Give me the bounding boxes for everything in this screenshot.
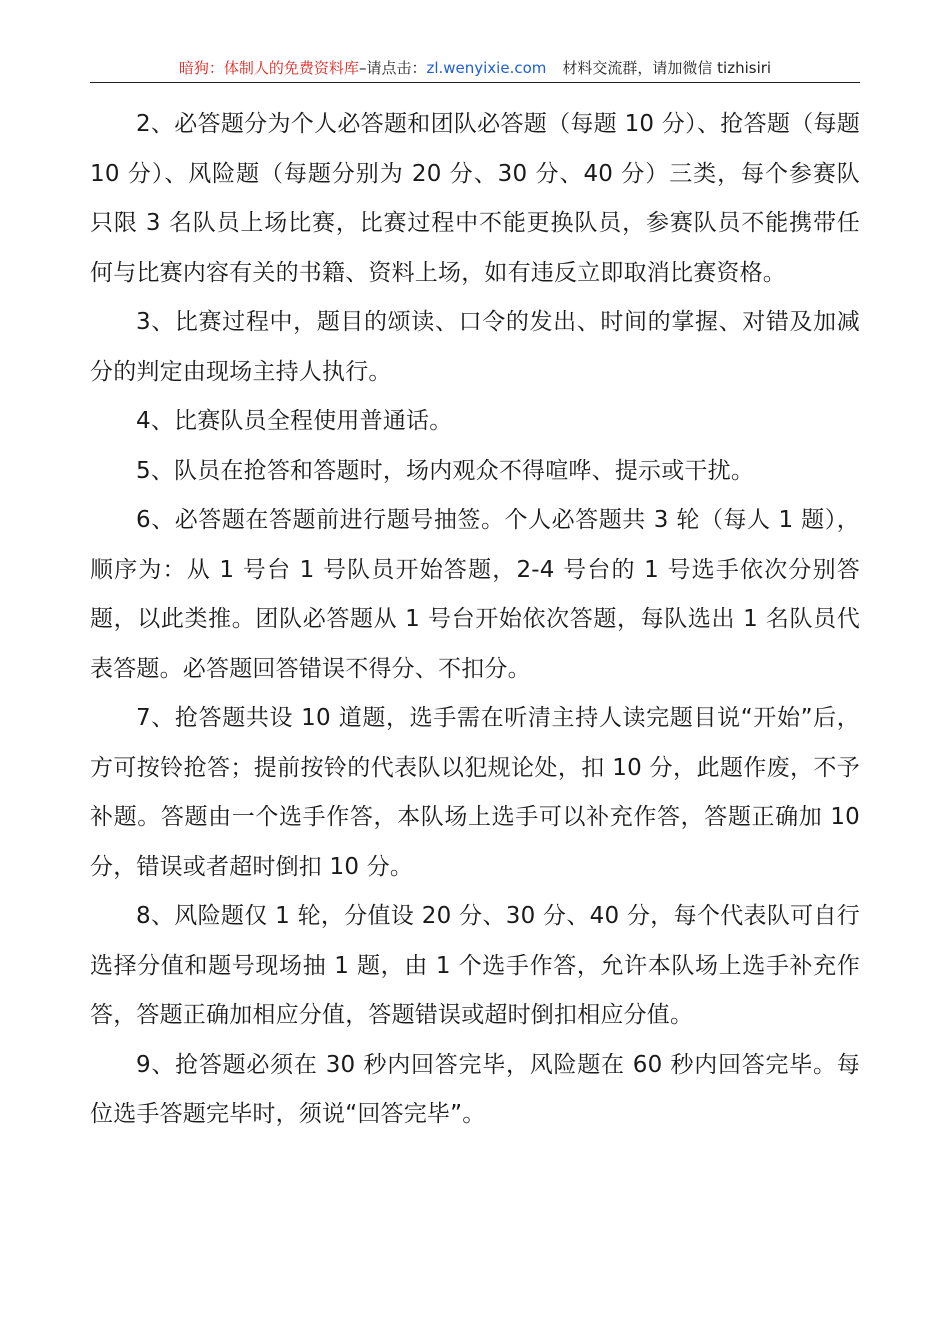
page-header xyxy=(90,58,860,83)
rule-paragraph-3: 3、比赛过程中，题目的颂读、口令的发出、时间的掌握、对错及加减分的判定由现场主持人执行。 xyxy=(90,309,860,385)
rule-paragraph-2: 2、必答题分为个人必答题和团队必答题（每题 10 分）、抢答题（每题 10 分）、风险题（每题分别为 20 分、30 分、40 分）三类，每个参赛队只限 3 名队员上场比赛，比赛过程中不能更换队员，参赛队员不能携带任何与比赛内容有关的书籍、资料上场，如有违反立即取消比赛资格。 xyxy=(90,111,860,286)
rule-paragraph-4: 4、比赛队员全程使用普通话。 xyxy=(136,408,453,434)
rule-paragraph-6: 6、必答题在答题前进行题号抽签。个人必答题共 3 轮（每人 1 题），顺序为：从 1 号台 1 号队员开始答题，2-4 号台的 1 号选手依次分别答题，以此类推。团队必答题从 1 号台开始依次答题，每队选出 1 名队员代表答题。必答题回答错误不得分、不扣分。 xyxy=(90,507,860,682)
click-prompt: –请点击： xyxy=(358,59,427,77)
rule-paragraph-7: 7、抢答题共设 10 道题，选手需在听清主持人读完题目说“开始”后，方可按铃抢答；提前按铃的代表队以犯规论处，扣 10 分，此题作废，不予补题。答题由一个选手作答，本队场上选手可以补充作答，答题正确加 10 分，错误或者超时倒扣 10 分。 xyxy=(90,705,860,880)
rule-paragraph-9: 9、抢答题必须在 30 秒内回答完毕，风险题在 60 秒内回答完毕。每位选手答题完毕时，须说“回答完毕”。 xyxy=(90,1051,860,1127)
website-link[interactable]: zl.wenyixie.com xyxy=(426,59,547,77)
rule-paragraph-5: 5、队员在抢答和答题时，场内观众不得喧哗、提示或干扰。 xyxy=(136,457,755,484)
contact-info: 材料交流群，请加微信 tizhisiri xyxy=(562,59,772,77)
site-name: 暗狗：体制人的免费资料库 xyxy=(178,59,359,77)
document-body xyxy=(90,100,860,1140)
rule-paragraph-8: 8、风险题仅 1 轮，分值设 20 分、30 分、40 分，每个代表队可自行选择分值和题号现场抽 1 题，由 1 个选手作答，允许本队场上选手补充作答，答题正确加相应分值，答题错误或超时倒扣相应分值。 xyxy=(90,903,860,1028)
